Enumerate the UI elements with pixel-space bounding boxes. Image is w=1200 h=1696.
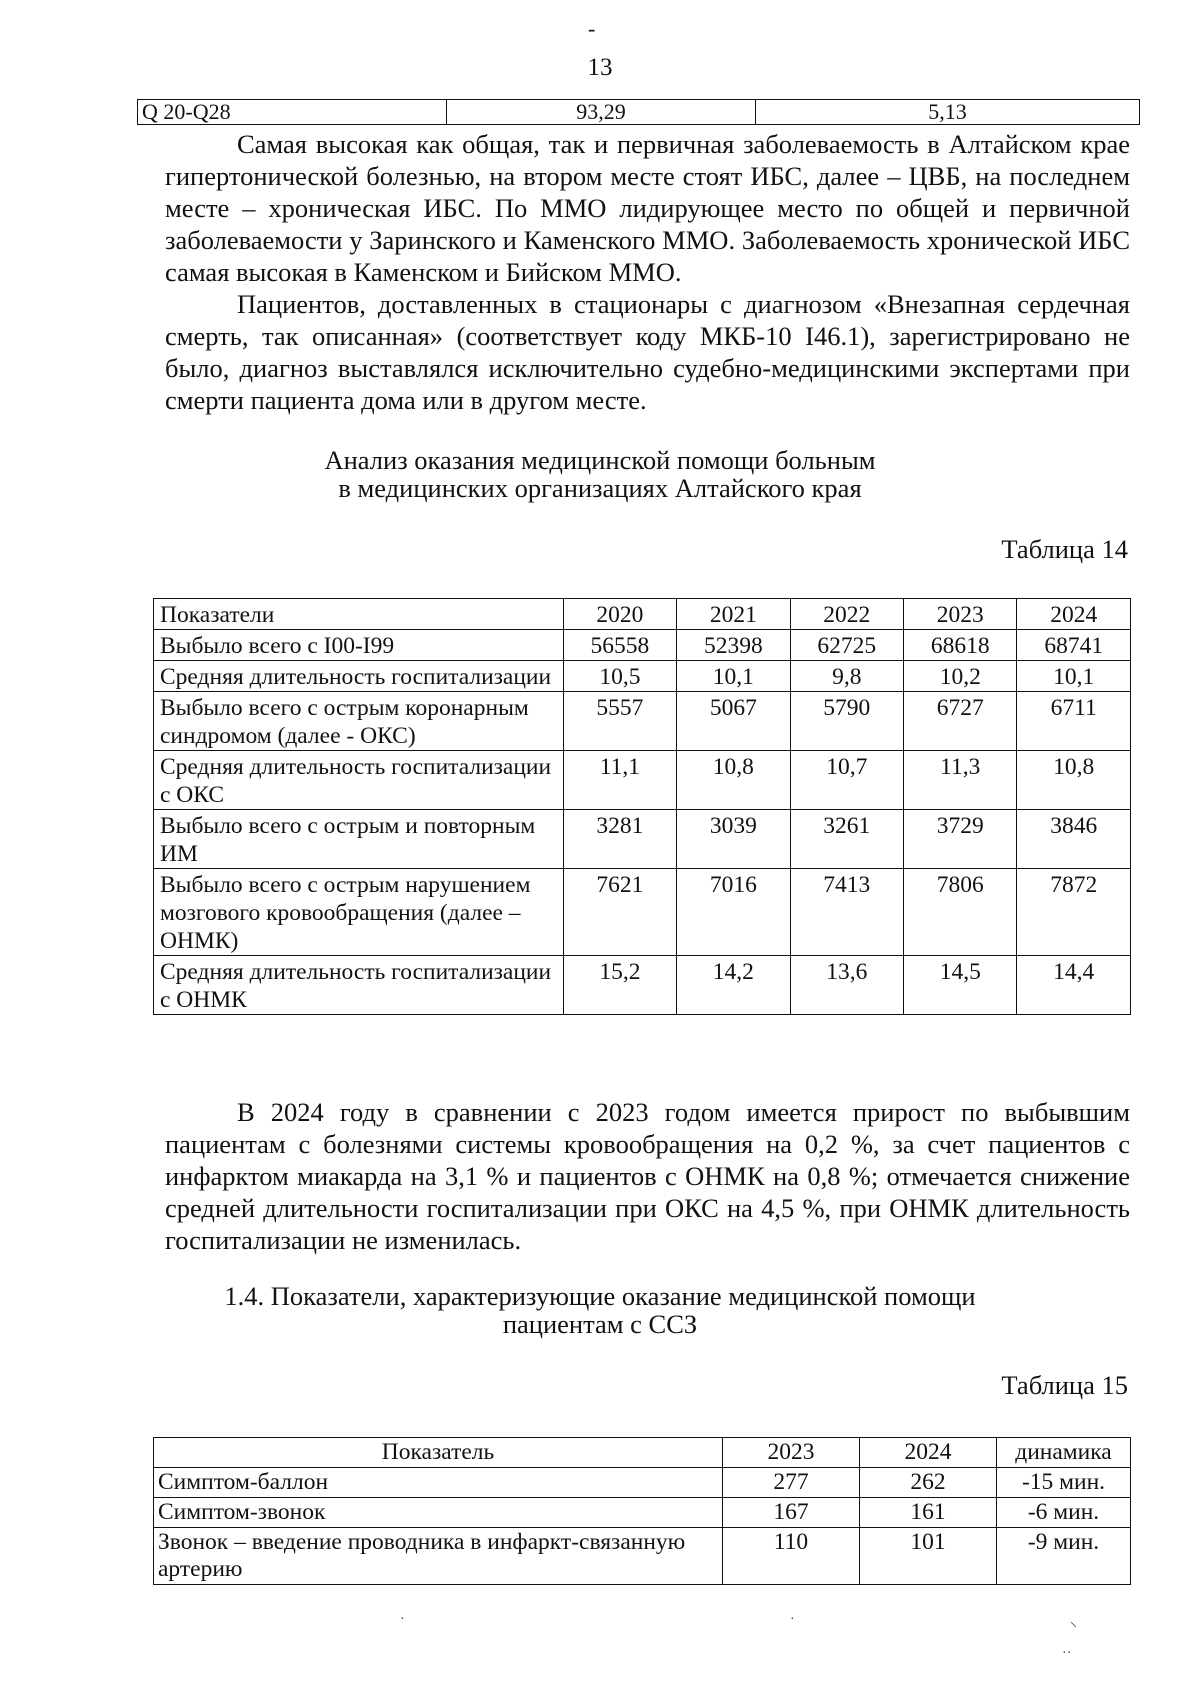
table-cell: -9 мин. bbox=[997, 1528, 1131, 1585]
table-row bbox=[154, 956, 1131, 1015]
header-cell: 2021 bbox=[677, 599, 790, 630]
table-row bbox=[154, 1528, 1131, 1585]
row-label: Выбыло всего с острым коронарным синдромом (далее - ОКС) bbox=[154, 692, 564, 751]
table-header-row bbox=[154, 599, 1131, 630]
table-cell: 7872 bbox=[1017, 869, 1131, 956]
table-cell: 10,1 bbox=[1017, 661, 1131, 692]
table-cell: 3281 bbox=[563, 810, 676, 869]
scan-speck: ⸌ bbox=[1070, 1621, 1077, 1636]
table-cell: Q 20-Q28 bbox=[138, 100, 447, 125]
table-cell: 10,1 bbox=[677, 661, 790, 692]
table-cell: 7016 bbox=[677, 869, 790, 956]
table-row bbox=[154, 869, 1131, 956]
table-cell: 62725 bbox=[790, 630, 903, 661]
table-cell: 5,13 bbox=[756, 100, 1140, 125]
table-header-row bbox=[154, 1438, 1131, 1468]
scan-speck: ·· bbox=[1062, 1646, 1072, 1661]
table-cell: 10,2 bbox=[904, 661, 1017, 692]
text-block-2 bbox=[165, 1096, 1130, 1256]
paragraph-3: В 2024 году в сравнении с 2023 годом имеется прирост по выбывшим пациентам с болезнями системы кровообращения на 0,2 %, за счет пациентов с инфарктом миакарда на 3,1 % и пациентов с ОНМК на 0,8 %; отмечается снижение средней длительности госпитализации при ОКС на 4,5 %, при ОНМК длительность госпитализации не изменилась. bbox=[165, 1097, 1130, 1255]
header-cell: 2023 bbox=[904, 599, 1017, 630]
table-cell: 10,8 bbox=[677, 751, 790, 810]
table-cell: 3261 bbox=[790, 810, 903, 869]
table-row bbox=[154, 810, 1131, 869]
table-cell: 11,3 bbox=[904, 751, 1017, 810]
heading-line: Анализ оказания медицинской помощи больным bbox=[324, 445, 876, 475]
table-cell: -15 мин. bbox=[997, 1468, 1131, 1498]
table-14 bbox=[153, 598, 1131, 1015]
table-cell: 161 bbox=[860, 1498, 997, 1528]
header-cell: 2022 bbox=[790, 599, 903, 630]
row-label: Симптом-звонок bbox=[154, 1498, 723, 1528]
table-cell: -6 мин. bbox=[997, 1498, 1131, 1528]
page-number: 13 bbox=[587, 54, 613, 81]
header-cell: 2024 bbox=[860, 1438, 997, 1468]
table-cell: 13,6 bbox=[790, 956, 903, 1015]
heading-line: 1.4. Показатели, характеризующие оказание медицинской помощи bbox=[224, 1281, 976, 1311]
table-cell: 14,5 bbox=[904, 956, 1017, 1015]
row-label: Звонок – введение проводника в инфаркт-связанную артерию bbox=[154, 1528, 723, 1585]
table-cell: 11,1 bbox=[563, 751, 676, 810]
table-cell: 14,2 bbox=[677, 956, 790, 1015]
header-cell: динамика bbox=[997, 1438, 1131, 1468]
row-label: Средняя длительность госпитализации с ОНМК bbox=[154, 956, 564, 1015]
table-cell: 3729 bbox=[904, 810, 1017, 869]
paragraph-2: Пациентов, доставленных в стационары с диагнозом «Внезапная сердечная смерть, так описанная» (соответствует коду МКБ-10 I46.1), зарегистрировано не было, диагноз выставлялся исключительно судебно-медицинскими экспертами при смерти пациента дома или в другом месте. bbox=[165, 289, 1130, 415]
table-cell: 10,5 bbox=[563, 661, 676, 692]
table-cell: 56558 bbox=[563, 630, 676, 661]
table-cell: 52398 bbox=[677, 630, 790, 661]
table-row bbox=[154, 692, 1131, 751]
heading-line: пациентам с ССЗ bbox=[502, 1309, 698, 1339]
table-cell: 68741 bbox=[1017, 630, 1131, 661]
table-14-label: Таблица 14 bbox=[1001, 534, 1128, 564]
paragraph-1: Самая высокая как общая, так и первичная заболеваемость в Алтайском крае гипертонической болезнью, на втором месте стоят ИБС, далее – ЦВБ, на последнем месте – хроническая ИБС. По ММО лидирующее место по общей и первичной заболеваемости у Заринского и Каменского ММО. Заболеваемость хронической ИБС самая высокая в Каменском и Бийском ММО. bbox=[165, 129, 1130, 287]
table-row bbox=[154, 751, 1131, 810]
table-cell: 167 bbox=[723, 1498, 860, 1528]
table-cell: 101 bbox=[860, 1528, 997, 1585]
header-cell: 2020 bbox=[563, 599, 676, 630]
table-cell: 15,2 bbox=[563, 956, 676, 1015]
top-mark: - bbox=[588, 16, 596, 41]
header-cell: 2023 bbox=[723, 1438, 860, 1468]
table-cell: 110 bbox=[723, 1528, 860, 1585]
heading-section-1-4 bbox=[0, 1282, 1200, 1338]
table-cell: 5557 bbox=[563, 692, 676, 751]
table-cell: 5067 bbox=[677, 692, 790, 751]
row-label: Средняя длительность госпитализации bbox=[154, 661, 564, 692]
row-label: Выбыло всего с острым нарушением мозгового кровообращения (далее – ОНМК) bbox=[154, 869, 564, 956]
table-cell: 3039 bbox=[677, 810, 790, 869]
table-cell: 6711 bbox=[1017, 692, 1131, 751]
table-cell: 7413 bbox=[790, 869, 903, 956]
table-row bbox=[154, 661, 1131, 692]
table-15 bbox=[153, 1437, 1131, 1585]
table-cell: 10,8 bbox=[1017, 751, 1131, 810]
header-cell: 2024 bbox=[1017, 599, 1131, 630]
table-15-label: Таблица 15 bbox=[1001, 1370, 1128, 1400]
header-cell: Показатели bbox=[154, 599, 564, 630]
header-cell: Показатель bbox=[154, 1438, 723, 1468]
row-label: Выбыло всего с острым и повторным ИМ bbox=[154, 810, 564, 869]
scan-speck: · bbox=[400, 1612, 405, 1627]
text-block-1 bbox=[165, 128, 1130, 416]
table-cell: 9,8 bbox=[790, 661, 903, 692]
table-row bbox=[154, 1498, 1131, 1528]
table-row bbox=[138, 100, 1140, 125]
row-label: Выбыло всего с I00-I99 bbox=[154, 630, 564, 661]
table-row bbox=[154, 1468, 1131, 1498]
table-cell: 68618 bbox=[904, 630, 1017, 661]
table-cell: 262 bbox=[860, 1468, 997, 1498]
table-cell: 7806 bbox=[904, 869, 1017, 956]
table-cell: 6727 bbox=[904, 692, 1017, 751]
row-label: Средняя длительность госпитализации с ОКС bbox=[154, 751, 564, 810]
scan-speck: · bbox=[790, 1612, 795, 1627]
table-cell: 277 bbox=[723, 1468, 860, 1498]
heading-analysis bbox=[0, 446, 1200, 502]
table-cell: 10,7 bbox=[790, 751, 903, 810]
table-cell: 5790 bbox=[790, 692, 903, 751]
table-cell: 93,29 bbox=[447, 100, 756, 125]
table-row bbox=[154, 630, 1131, 661]
row-label: Симптом-баллон bbox=[154, 1468, 723, 1498]
table-cell: 7621 bbox=[563, 869, 676, 956]
table-cell: 14,4 bbox=[1017, 956, 1131, 1015]
table-13-continuation bbox=[137, 99, 1140, 125]
heading-line: в медицинских организациях Алтайского края bbox=[338, 473, 862, 503]
table-cell: 3846 bbox=[1017, 810, 1131, 869]
